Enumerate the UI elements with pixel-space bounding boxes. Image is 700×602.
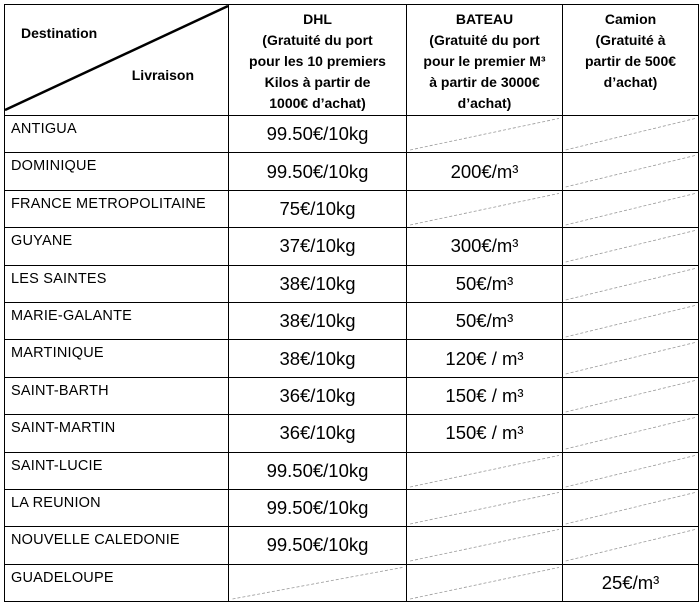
- table-row: [5, 564, 699, 601]
- dhl-rate-cell: 36€/10kg: [229, 415, 407, 452]
- destination-cell: LA REUNION: [5, 489, 229, 526]
- camion-empty-cell: [563, 153, 699, 190]
- dashed-diagonal-mark: [229, 565, 406, 601]
- table-row: [5, 302, 699, 339]
- bateau-rate-cell: 200€/m³: [407, 153, 563, 190]
- shipping-rates-table: [4, 4, 699, 602]
- camion-line: (Gratuité à: [595, 32, 666, 48]
- camion-empty-cell: [563, 377, 699, 414]
- table-row: [5, 489, 699, 526]
- table-row: [5, 265, 699, 302]
- dashed-diagonal-mark: [563, 415, 698, 451]
- bateau-line: pour le premier M³: [423, 53, 546, 69]
- bateau-line: à partir de 3000€: [429, 74, 540, 90]
- dhl-rate-cell: 99.50€/10kg: [229, 527, 407, 564]
- dhl-rate-cell: 99.50€/10kg: [229, 153, 407, 190]
- camion-empty-cell: [563, 228, 699, 265]
- dhl-line: pour les 10 premiers: [249, 53, 386, 69]
- camion-empty-cell: [563, 265, 699, 302]
- dashed-diagonal-mark: [407, 116, 562, 152]
- dhl-line: (Gratuité du port: [262, 32, 373, 48]
- destination-cell: MARTINIQUE: [5, 340, 229, 377]
- table-row: [5, 228, 699, 265]
- dhl-rate-cell: 99.50€/10kg: [229, 489, 407, 526]
- dhl-rate-cell: 75€/10kg: [229, 190, 407, 227]
- table-body: [5, 116, 699, 602]
- dashed-diagonal-mark: [407, 565, 562, 601]
- dashed-diagonal-mark: [407, 191, 562, 227]
- bateau-rate-cell: 300€/m³: [407, 228, 563, 265]
- destination-cell: SAINT-MARTIN: [5, 415, 229, 452]
- bateau-empty-cell: [407, 564, 563, 601]
- livraison-label: Livraison: [131, 67, 194, 83]
- table-row: [5, 190, 699, 227]
- camion-line: partir de 500€: [584, 53, 677, 69]
- bateau-line: d’achat): [457, 95, 512, 111]
- diagonal-divider: [5, 5, 229, 111]
- dashed-diagonal-mark: [563, 266, 698, 302]
- dashed-diagonal-mark: [563, 453, 698, 489]
- dhl-line: 1000€ d’achat): [269, 95, 366, 111]
- table-row: [5, 116, 699, 153]
- table-row: [5, 415, 699, 452]
- dashed-diagonal-mark: [563, 191, 698, 227]
- destination-cell: SAINT-LUCIE: [5, 452, 229, 489]
- dashed-diagonal-mark: [563, 228, 698, 264]
- destination-cell: MARIE-GALANTE: [5, 302, 229, 339]
- destination-label: Destination: [21, 25, 98, 41]
- table-row: [5, 527, 699, 564]
- destination-cell: FRANCE METROPOLITAINE: [5, 190, 229, 227]
- bateau-header: [407, 5, 563, 116]
- bateau-rate-cell: 50€/m³: [407, 302, 563, 339]
- destination-cell: GUADELOUPE: [5, 564, 229, 601]
- dashed-diagonal-mark: [563, 340, 698, 376]
- bateau-empty-cell: [407, 452, 563, 489]
- dhl-header: [229, 5, 407, 116]
- destination-cell: ANTIGUA: [5, 116, 229, 153]
- camion-rate-cell: 25€/m³: [563, 564, 699, 601]
- dashed-diagonal-mark: [563, 116, 698, 152]
- dashed-diagonal-mark: [563, 153, 698, 189]
- destination-cell: NOUVELLE CALEDONIE: [5, 527, 229, 564]
- camion-title: Camion: [604, 11, 657, 27]
- table-row: [5, 340, 699, 377]
- camion-line: d’achat): [603, 74, 658, 90]
- bateau-empty-cell: [407, 190, 563, 227]
- table-row: [5, 452, 699, 489]
- camion-empty-cell: [563, 302, 699, 339]
- bateau-title: BATEAU: [455, 11, 514, 27]
- camion-empty-cell: [563, 415, 699, 452]
- dashed-diagonal-mark: [407, 527, 562, 563]
- bateau-rate-cell: 50€/m³: [407, 265, 563, 302]
- dhl-rate-cell: 37€/10kg: [229, 228, 407, 265]
- camion-empty-cell: [563, 452, 699, 489]
- bateau-empty-cell: [407, 527, 563, 564]
- dhl-rate-cell: 38€/10kg: [229, 265, 407, 302]
- bateau-empty-cell: [407, 489, 563, 526]
- dashed-diagonal-mark: [407, 490, 562, 526]
- dhl-empty-cell: [229, 564, 407, 601]
- bateau-rate-cell: 150€ / m³: [407, 415, 563, 452]
- dashed-diagonal-mark: [563, 490, 698, 526]
- destination-cell: DOMINIQUE: [5, 153, 229, 190]
- bateau-line: (Gratuité du port: [429, 32, 540, 48]
- bateau-rate-cell: 120€ / m³: [407, 340, 563, 377]
- dhl-rate-cell: 38€/10kg: [229, 340, 407, 377]
- dhl-line: Kilos à partir de: [264, 74, 371, 90]
- destination-cell: SAINT-BARTH: [5, 377, 229, 414]
- header-row: [5, 5, 699, 116]
- dhl-rate-cell: 36€/10kg: [229, 377, 407, 414]
- dashed-diagonal-mark: [407, 453, 562, 489]
- destination-livraison-header: [5, 5, 229, 116]
- camion-empty-cell: [563, 527, 699, 564]
- camion-empty-cell: [563, 340, 699, 377]
- dhl-rate-cell: 38€/10kg: [229, 302, 407, 339]
- camion-header: [563, 5, 699, 116]
- dhl-rate-cell: 99.50€/10kg: [229, 452, 407, 489]
- destination-cell: GUYANE: [5, 228, 229, 265]
- dashed-diagonal-mark: [563, 303, 698, 339]
- dashed-diagonal-mark: [563, 378, 698, 414]
- camion-empty-cell: [563, 116, 699, 153]
- destination-cell: LES SAINTES: [5, 265, 229, 302]
- bateau-empty-cell: [407, 116, 563, 153]
- dhl-rate-cell: 99.50€/10kg: [229, 116, 407, 153]
- table-row: [5, 377, 699, 414]
- camion-empty-cell: [563, 489, 699, 526]
- dashed-diagonal-mark: [563, 527, 698, 563]
- dhl-title: DHL: [303, 11, 332, 27]
- table-row: [5, 153, 699, 190]
- camion-empty-cell: [563, 190, 699, 227]
- bateau-rate-cell: 150€ / m³: [407, 377, 563, 414]
